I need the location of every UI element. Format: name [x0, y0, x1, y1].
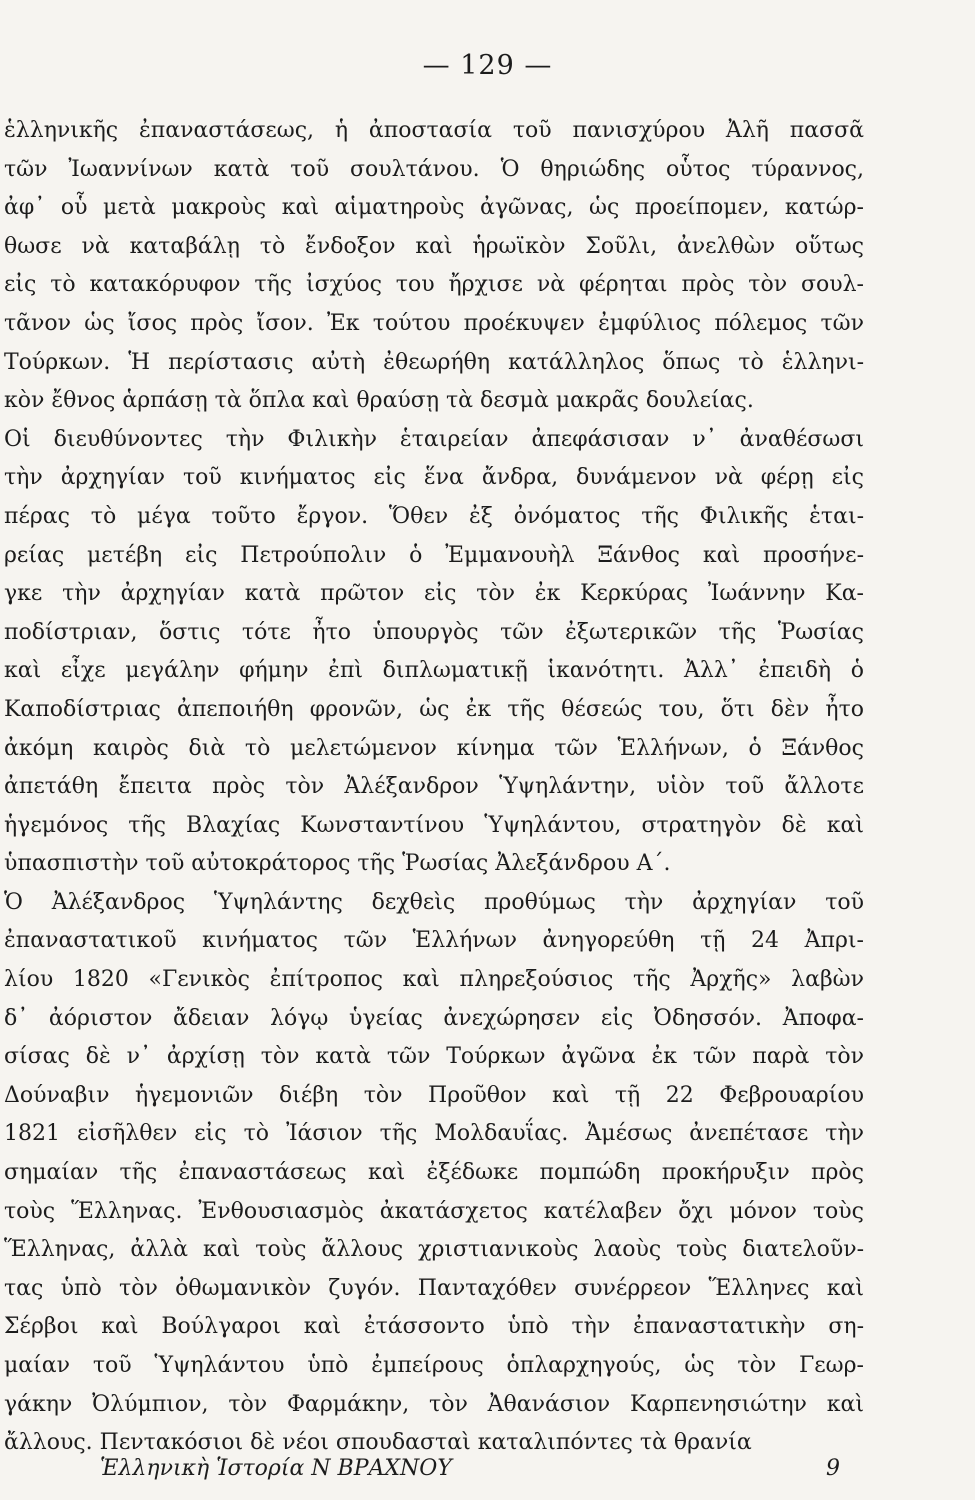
text-line: Οἱ διευθύνοντες τὴν Φιλικὴν ἑταιρείαν ἀπεφάσισαν ν᾽ ἀναθέσωσι [4, 426, 864, 452]
page-footer [100, 1456, 840, 1496]
text-line: Σέρβοι καὶ Βούλγαροι καὶ ἐτάσσοντο ὑπὸ τὴν ἐπαναστατικὴν ση- [4, 1314, 864, 1340]
body-text [4, 112, 864, 1463]
text-line: καὶ εἶχε μεγάλην φήμην ἐπὶ διπλωματικῇ ἱκανότητι. Ἀλλ᾽ ἐπειδὴ ὁ [4, 658, 864, 684]
footer-book-title: Ἑλληνικὴ Ἱστορία Ν ΒΡΑΧΝΟΥ [100, 1456, 452, 1481]
text-line: 1821 εἰσῆλθεν εἰς τὸ Ἰάσιον τῆς Μολδαυΐας. Ἀμέσως ἀνεπέτασε τὴν [4, 1121, 864, 1147]
text-line: σίσας δὲ ν᾽ ἀρχίσῃ τὸν κατὰ τῶν Τούρκων ἀγῶνα ἐκ τῶν παρὰ τὸν [4, 1044, 864, 1070]
text-line: γάκην Ὀλύμπιον, τὸν Φαρμάκην, τὸν Ἀθανάσιον Καρπενησιώτην καὶ [4, 1391, 864, 1417]
text-line: ἄλλους. Πεντακόσιοι δὲ νέοι σπουδασταὶ καταλιπόντες τὰ θρανία [4, 1430, 752, 1456]
text-line: Δούναβιν ἡγεμονιῶν διέβη τὸν Προῦθον καὶ τῇ 22 Φεβρουαρίου [4, 1082, 864, 1108]
text-line: ἀκόμη καιρὸς διὰ τὸ μελετώμενον κίνημα τῶν Ἑλλήνων, ὁ Ξάνθος [4, 735, 864, 761]
text-line: ἑλληνικῆς ἐπαναστάσεως, ἡ ἀποστασία τοῦ πανισχύρου Ἀλῆ πασσᾶ [4, 118, 864, 143]
text-line: τὴν ἀρχηγίαν τοῦ κινήματος εἰς ἕνα ἄνδρα, δυνάμενον νὰ φέρῃ εἰς [4, 465, 864, 491]
text-line: Ἕλληνας, ἀλλὰ καὶ τοὺς ἄλλους χριστιανικοὺς λαοὺς τοὺς διατελοῦν- [4, 1237, 864, 1263]
text-line: ἡγεμόνος τῆς Βλαχίας Κωνσταντίνου Ὑψηλάντου, στρατηγὸν δὲ καὶ [4, 812, 864, 838]
text-line: ἐπαναστατικοῦ κινήματος τῶν Ἑλλήνων ἀνηγορεύθη τῇ 24 Ἀπρι- [4, 928, 864, 954]
text-line: ποδίστριαν, ὅστις τότε ἦτο ὑπουργὸς τῶν ἐξωτερικῶν τῆς Ῥωσίας [4, 619, 864, 645]
text-line: Ὁ Ἀλέξανδρος Ὑψηλάντης δεχθεὶς προθύμως τὴν ἀρχηγίαν τοῦ [4, 889, 864, 915]
text-line: Καποδίστριας ἀπεποιήθη φρονῶν, ὡς ἐκ τῆς θέσεώς του, ὅτι δὲν ἦτο [4, 696, 864, 722]
text-line: δ᾽ ἀόριστον ἄδειαν λόγῳ ὑγείας ἀνεχώρησεν εἰς Ὀδησσόν. Ἀποφα- [4, 1005, 864, 1031]
text-line: τοὺς Ἕλληνας. Ἐνθουσιασμὸς ἀκατάσχετος κατέλαβεν ὄχι μόνον τοὺς [4, 1198, 864, 1224]
text-line: λίου 1820 «Γενικὸς ἐπίτροπος καὶ πληρεξούσιος τῆς Ἀρχῆς» λαβὼν [4, 967, 864, 993]
text-line: γκε τὴν ἀρχηγίαν κατὰ πρῶτον εἰς τὸν ἐκ Κερκύρας Ἰωάννην Κα- [4, 581, 864, 607]
text-line: τῶν Ἰωαννίνων κατὰ τοῦ σουλτάνου. Ὁ θηριώδης οὗτος τύραννος, [4, 156, 864, 182]
text-line: θωσε νὰ καταβάλῃ τὸ ἔνδοξον καὶ ἡρωϊκὸν Σοῦλι, ἀνελθὼν οὕτως [4, 233, 864, 259]
text-line: εἰς τὸ κατακόρυφον τῆς ἰσχύος του ἤρχισε νὰ φέρηται πρὸς τὸν σουλ- [4, 272, 864, 298]
text-line: μαίαν τοῦ Ὑψηλάντου ὑπὸ ἐμπείρους ὁπλαρχηγούς, ὡς τὸν Γεωρ- [4, 1353, 864, 1378]
text-line: ρείας μετέβη εἰς Πετρούπολιν ὁ Ἐμμανουὴλ Ξάνθος καὶ προσήνε- [4, 542, 864, 568]
text-line: τᾶνον ὡς ἴσος πρὸς ἴσον. Ἐκ τούτου προέκυψεν ἐμφύλιος πόλεμος τῶν [4, 310, 864, 336]
text-line: σημαίαν τῆς ἐπαναστάσεως καὶ ἐξέδωκε πομπώδη προκήρυξιν πρὸς [4, 1160, 864, 1186]
text-line: πέρας τὸ μέγα τοῦτο ἔργον. Ὅθεν ἐξ ὀνόματος τῆς Φιλικῆς ἑται- [4, 503, 864, 529]
text-line: κὸν ἔθνος ἁρπάσῃ τὰ ὅπλα καὶ θραύσῃ τὰ δεσμὰ μακρᾶς δουλείας. [4, 388, 754, 414]
text-line: Τούρκων. Ἡ περίστασις αὐτὴ ἐθεωρήθη κατάλληλος ὅπως τὸ ἑλληνι- [4, 349, 864, 375]
footer-signature-mark: 9 [826, 1456, 840, 1481]
text-line: ὑπασπιστὴν τοῦ αὐτοκράτορος τῆς Ῥωσίας Ἀλεξάνδρου Α΄. [4, 851, 671, 877]
text-line: ἀπετάθη ἔπειτα πρὸς τὸν Ἀλέξανδρον Ὑψηλάντην, υἱὸν τοῦ ἄλλοτε [4, 774, 864, 800]
page-number: — 129 — [422, 50, 553, 81]
text-line: ἀφ᾽ οὗ μετὰ μακροὺς καὶ αἱματηροὺς ἀγῶνας, ὡς προείπομεν, κατώρ- [4, 195, 864, 221]
text-line: τας ὑπὸ τὸν ὀθωμανικὸν ζυγόν. Πανταχόθεν συνέρρεον Ἕλληνες καὶ [4, 1275, 864, 1301]
